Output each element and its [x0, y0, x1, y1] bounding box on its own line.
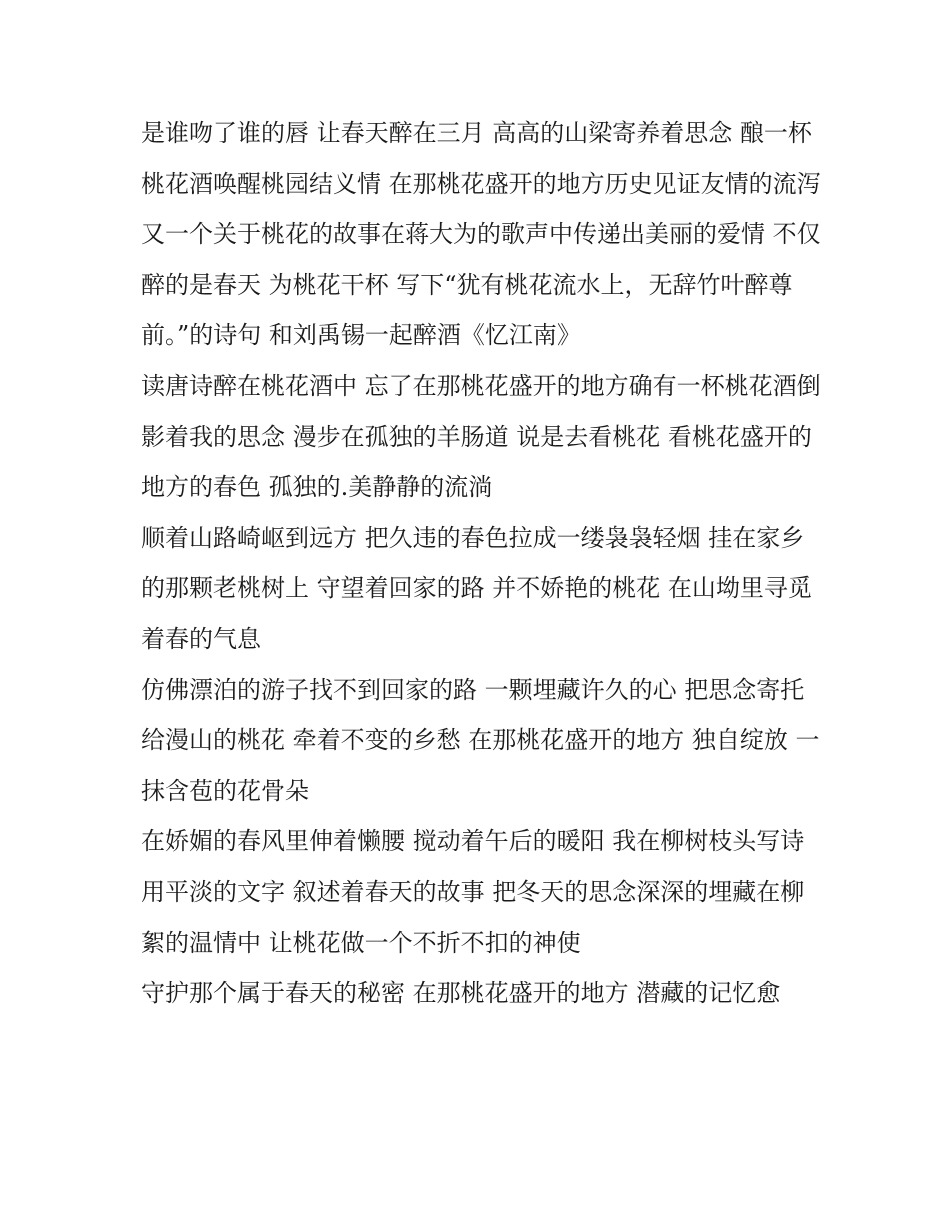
- paragraph-5: 仿佛漂泊的游子找不到回家的路 一颗埋藏许久的心 把思念寄托给漫山的桃花 牵着不变的乡愁 在那桃花盛开的地方 独自绽放 一抹含苞的花骨朵: [141, 675, 820, 805]
- paragraph-7: 守护那个属于春天的秘密 在那桃花盛开的地方 潜藏的记忆愈: [141, 979, 781, 1008]
- paragraph-6: 在娇媚的春风里伸着懒腰 搅动着午后的暖阳 我在柳树枝头写诗 用平淡的文字 叙述着春天的故事 把冬天的思念深深的埋藏在柳絮的温情中 让桃花做一个不折不扣的神使: [141, 827, 805, 957]
- paragraph-2: 又一个关于桃花的故事在蒋大为的歌声中传递出美丽的爱情 不仅醉的是春天 为桃花干杯 写下“犹有桃花流水上，无辞竹叶醉尊前。”的诗句 和刘禹锡一起醉酒《忆江南》: [141, 220, 821, 350]
- body-text: [141, 108, 821, 1019]
- paragraph-4: 顺着山路崎岖到远方 把久违的春色拉成一缕袅袅轻烟 挂在家乡的那颗老桃树上 守望着回家的路 并不娇艳的桃花 在山坳里寻觅着春的气息: [141, 523, 812, 653]
- paragraph-1: 是谁吻了谁的唇 让春天醉在三月 高高的山梁寄养着思念 酿一杯桃花酒唤醒桃园结义情 在那桃花盛开的地方历史见证友情的流泻: [141, 119, 821, 198]
- paragraph-3: 读唐诗醉在桃花酒中 忘了在那桃花盛开的地方确有一杯桃花酒倒影着我的思念 漫步在孤独的羊肠道 说是去看桃花 看桃花盛开的地方的春色 孤独的.美静静的流淌: [141, 371, 821, 502]
